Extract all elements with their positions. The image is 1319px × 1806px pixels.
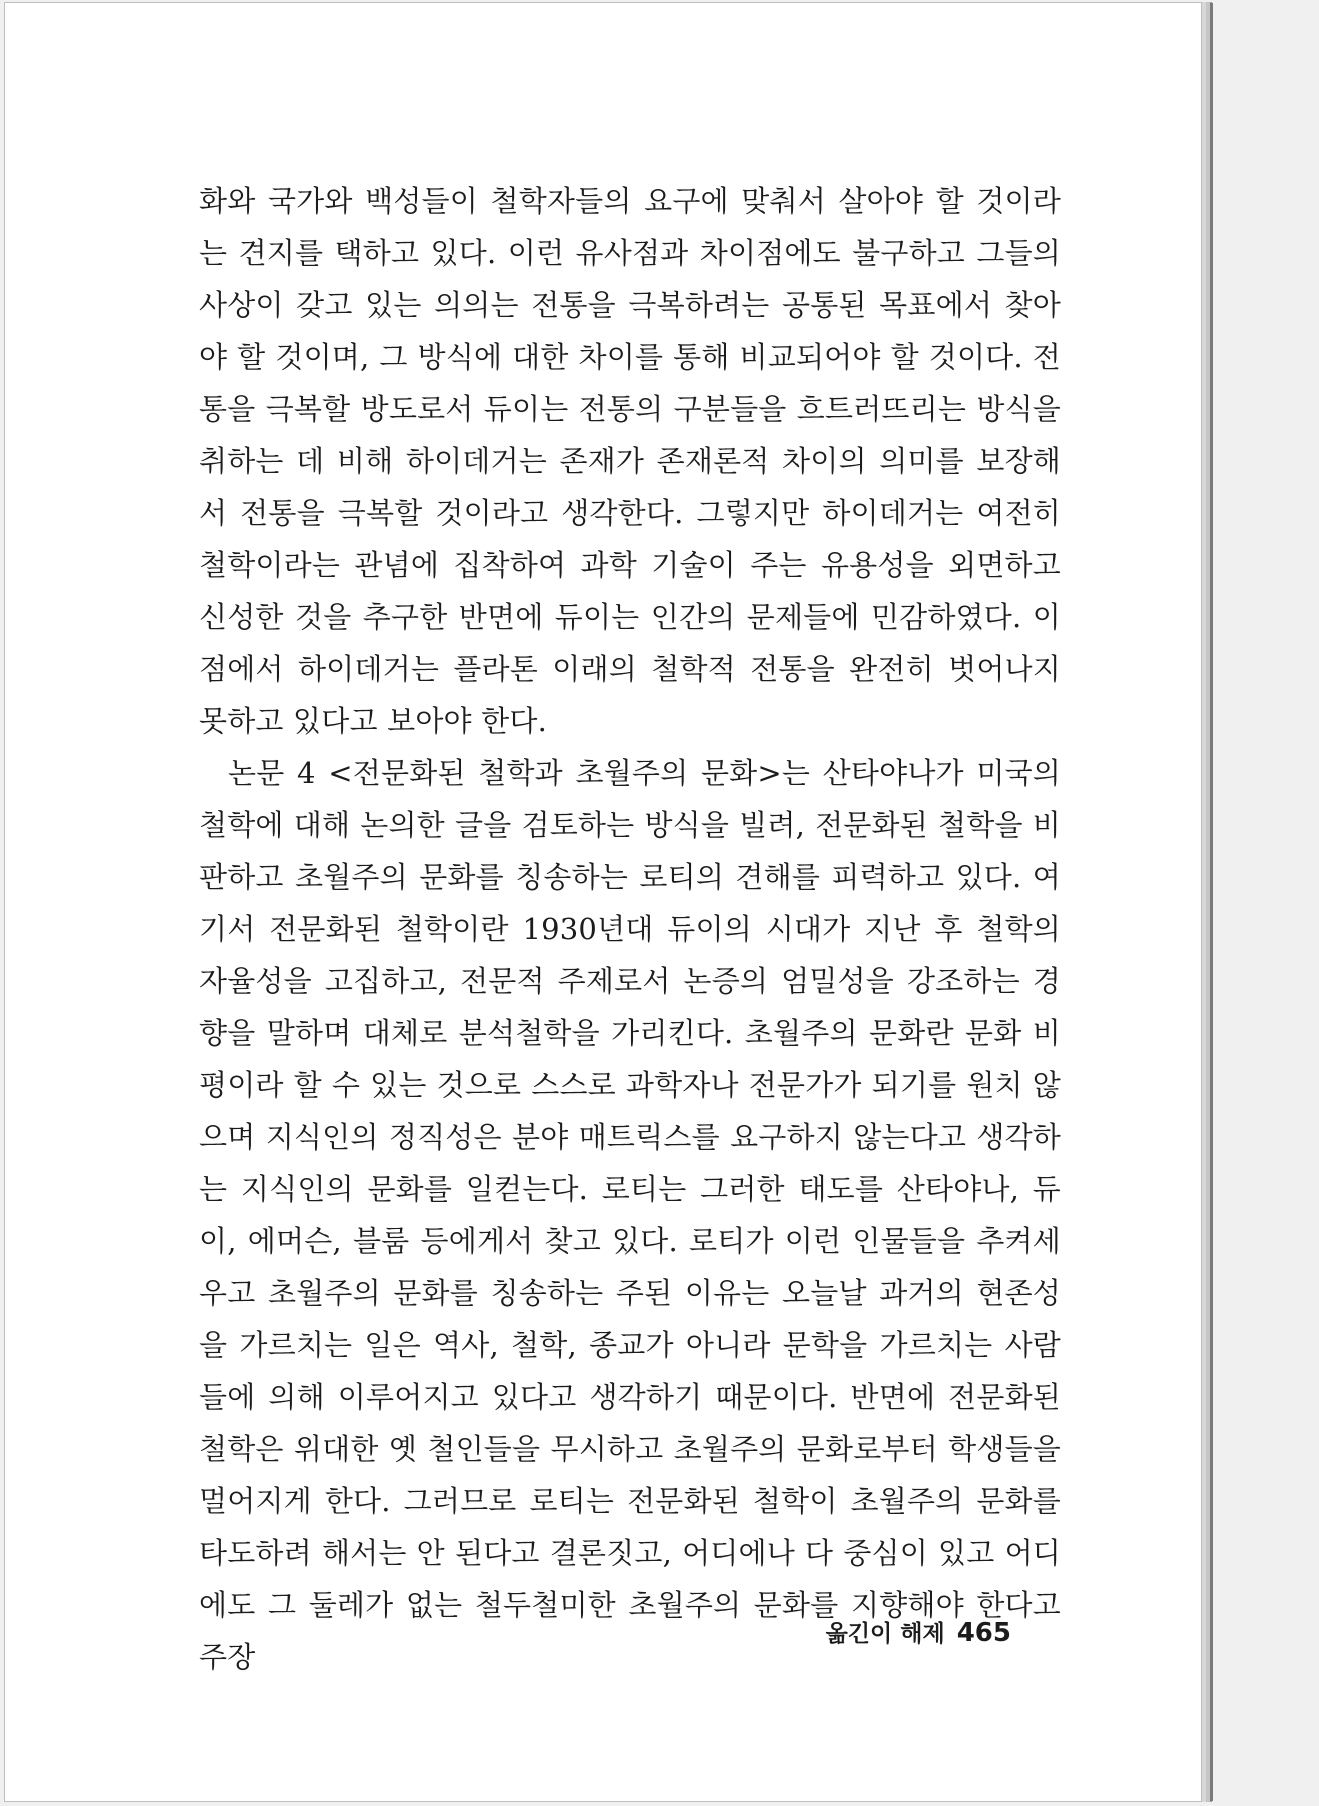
running-title: 옮긴이 해제 (825, 1621, 945, 1647)
page-edge-shadow (1210, 3, 1213, 1801)
book-page (4, 2, 1202, 1802)
page-footer (826, 1615, 1011, 1648)
paragraph-2: 논문 4 <전문화된 철학과 초월주의 문화>는 산타야나가 미국의 철학에 대해 논의한 글을 검토하는 방식을 빌려, 전문화된 철학을 비판하고 초월주의 문화를 칭송하는 로티의 견해를 피력하고 있다. 여기서 전문화된 철학이란 1930년대 듀이의 시대가 지난 후 철학의 자율성을 고집하고, 전문적 주제로서 논증의 엄밀성을 강조하는 경향을 말하며 대체로 분석철학을 가리킨다. 초월주의 문화란 문화 비평이라 할 수 있는 것으로 스스로 과학자나 전문가가 되기를 원치 않으며 지식인의 정직성은 분야 매트릭스를 요구하지 않는다고 생각하는 지식인의 문화를 일컫는다. 로티는 그러한 태도를 산타야나, 듀이, 에머슨, 블룸 등에게서 찾고 있다. 로티가 이런 인물들을 추켜세우고 초월주의 문화를 칭송하는 주된 이유는 오늘날 과거의 현존성을 가르치는 일은 역사, 철학, 종교가 아니라 문학을 가르치는 사람들에 의해 이루어지고 있다고 생각하기 때문이다. 반면에 전문화된 철학은 위대한 옛 철인들을 무시하고 초월주의 문화로부터 학생들을 멀어지게 한다. 그러므로 로티는 전문화된 철학이 초월주의 문화를 타도하려 해서는 안 된다고 결론짓고, 어디에나 다 중심이 있고 어디에도 그 둘레가 없는 철두철미한 초월주의 문화를 지향해야 한다고 주장 (199, 756, 1061, 1674)
page-number: 465 (956, 1618, 1011, 1648)
paragraph-1: 화와 국가와 백성들이 철학자들의 요구에 맞춰서 살아야 할 것이라는 견지를 택하고 있다. 이런 유사점과 차이점에도 불구하고 그들의 사상이 갖고 있는 의의는 전통을 극복하려는 공통된 목표에서 찾아야 할 것이며, 그 방식에 대한 차이를 통해 비교되어야 할 것이다. 전통을 극복할 방도로서 듀이는 전통의 구분들을 흐트러뜨리는 방식을 취하는 데 비해 하이데거는 존재가 존재론적 차이의 의미를 보장해서 전통을 극복할 것이라고 생각한다. 그렇지만 하이데거는 여전히 철학이라는 관념에 집착하여 과학 기술이 주는 유용성을 외면하고 신성한 것을 추구한 반면에 듀이는 인간의 문제들에 민감하였다. 이 점에서 하이데거는 플라톤 이래의 철학적 전통을 완전히 벗어나지 못하고 있다고 보아야 한다. (199, 184, 1061, 738)
body-text (199, 175, 1061, 1683)
